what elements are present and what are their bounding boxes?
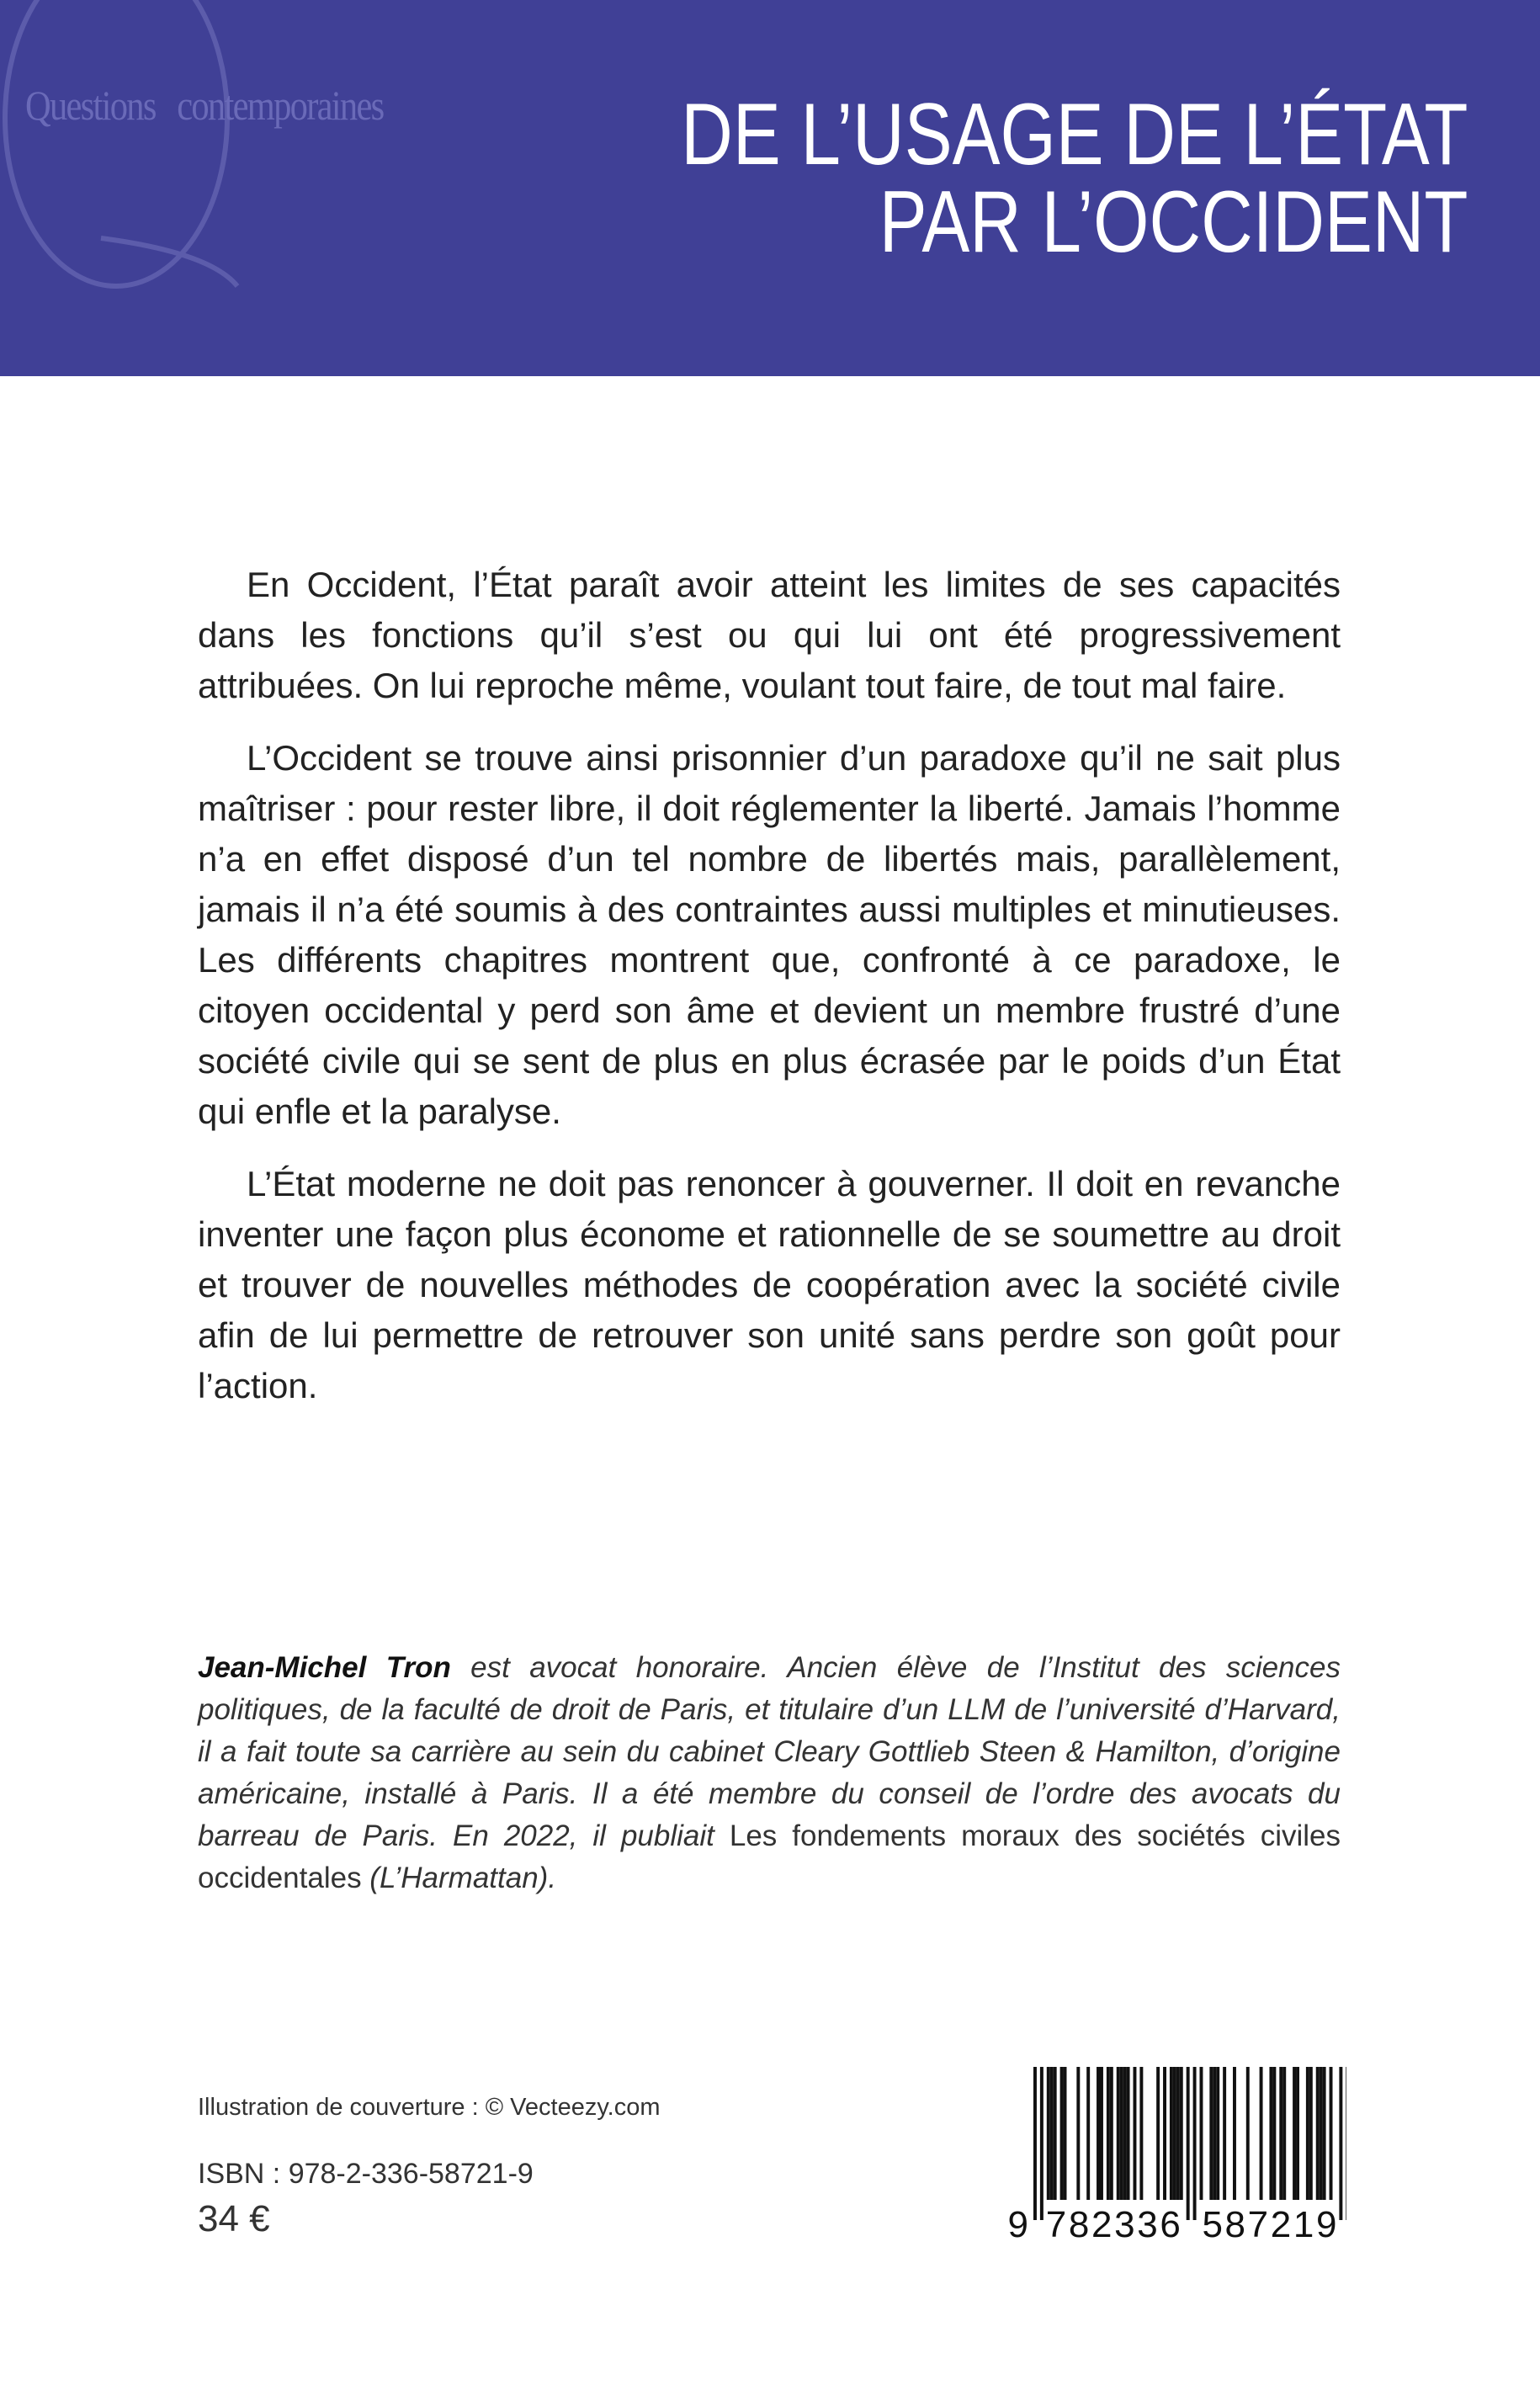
q-letter-decoration-icon [0, 0, 252, 303]
barcode-bar [1309, 2067, 1313, 2200]
barcode-bar [1100, 2067, 1103, 2200]
barcode-bar [1060, 2067, 1064, 2200]
barcode-bar [1272, 2067, 1276, 2200]
barcode-bar [1127, 2067, 1130, 2200]
barcode-bar [1040, 2067, 1043, 2220]
barcode-bar [1180, 2067, 1183, 2200]
title-line: PAR L’OCCIDENT [879, 173, 1468, 271]
barcode-digits: 587219 [1202, 2204, 1337, 2239]
barcode-bar [1233, 2067, 1236, 2200]
barcode-bar [1054, 2067, 1057, 2200]
bio-text: est avocat honoraire. Ancien élève de l’Institut des sciences politiques, de la faculté de droit de Paris, et titulaire d’un LLM de l’université d’Harvard, il a fait toute sa carrière au sein du cabinet Cleary Gottlieb Steen & Hamilton, d’origine américaine, installé à Paris. Il a été membre du conseil de l’ordre des avocats du barreau de Paris. En 2022, il publiait [198, 1651, 1341, 1852]
barcode-bar [1293, 2067, 1296, 2200]
barcode-bar [1279, 2067, 1282, 2200]
barcode-bar [1223, 2067, 1226, 2200]
barcode-bar [1139, 2067, 1143, 2200]
price: 34 € [198, 2198, 270, 2239]
barcode-bar [1323, 2067, 1326, 2200]
barcode-bar [1246, 2067, 1250, 2200]
barcode-bar [1123, 2067, 1127, 2200]
barcode-bar [1193, 2067, 1197, 2220]
title-line: DE L’USAGE DE L’ÉTAT [680, 86, 1468, 183]
back-cover-blurb [198, 560, 1341, 1433]
barcode-digits: 782336 [1045, 2204, 1181, 2239]
barcode-bar [1316, 2067, 1320, 2200]
barcode-bar [1076, 2067, 1080, 2200]
barcode-digits: 9 [1007, 2204, 1028, 2239]
barcode-bar [1282, 2067, 1286, 2200]
barcode-bar [1269, 2067, 1272, 2200]
barcode-bar [1064, 2067, 1067, 2200]
barcode-bar [1050, 2067, 1054, 2200]
blurb-paragraph: L’Occident se trouve ainsi prisonnier d’un paradoxe qu’il ne sait plus maîtriser : pour rester libre, il doit réglementer la liberté. Jamais l’homme n’a en effet disposé d’un tel nombre de libertés mais, parallèlement, jamais il n’a été soumis à des contraintes aussi multiples et minutieuses. Les différents chapitres montrent que, confronté à ce paradoxe, le citoyen occidental y perd son âme et devient un membre frustré d’une société civile qui se sent de plus en plus écrasée par le poids d’un État qui enfle et la paralyse. [198, 738, 1341, 1131]
barcode-bar [1173, 2067, 1176, 2200]
barcode-bar [1033, 2067, 1037, 2220]
series-name [25, 81, 405, 130]
barcode-bar [1170, 2067, 1173, 2200]
author-bio [198, 1647, 1341, 1899]
blurb-paragraph: En Occident, l’État paraît avoir atteint les limites de ses capacités dans les fonctions qu’il s’est ou qui lui ont été progressivement attribuées. On lui reproche même, voulant tout faire, de tout mal faire. [198, 565, 1341, 705]
cover-header-band [0, 0, 1540, 376]
barcode-bar [1107, 2067, 1110, 2200]
series-word: contemporaines [177, 82, 384, 129]
illustration-credit: Illustration de couverture : © Vecteezy.com [198, 2094, 661, 2121]
barcode-bar [1200, 2067, 1203, 2200]
author-name: Jean-Michel Tron [198, 1651, 451, 1684]
barcode-bar [1047, 2067, 1050, 2200]
barcode-bar [1260, 2067, 1263, 2200]
barcode-bar [1306, 2067, 1309, 2200]
barcode-bar [1163, 2067, 1166, 2200]
book-title [680, 86, 1468, 271]
barcode-bar [1110, 2067, 1113, 2200]
barcode-bar [1176, 2067, 1180, 2200]
barcode-bar [1216, 2067, 1219, 2200]
barcode-bar [1086, 2067, 1090, 2200]
barcode-bar [1120, 2067, 1123, 2200]
isbn: ISBN : 978-2-336-58721-9 [198, 2158, 534, 2190]
barcode-bar [1097, 2067, 1100, 2200]
series-word: Questions [25, 82, 156, 129]
book-reference: Les fondements moraux des sociétés civiles occidentales [198, 1819, 1341, 1894]
blurb-paragraph: L’État moderne ne doit pas renoncer à gouverner. Il doit en revanche inventer une façon plus économe et rationnelle de se soumettre au droit et trouver de nouvelles méthodes de coopération avec la société civile afin de lui permettre de retrouver son unité sans perdre son goût pour l’action. [198, 1164, 1341, 1405]
barcode-bar [1187, 2067, 1190, 2220]
barcode-bar [1209, 2067, 1213, 2200]
isbn-barcode [1001, 2067, 1346, 2239]
barcode-bar [1156, 2067, 1160, 2200]
barcode-bar [1134, 2067, 1137, 2200]
barcode-bar [1330, 2067, 1333, 2200]
publisher-reference: (L’Harmattan). [361, 1862, 557, 1894]
barcode-bar [1339, 2067, 1342, 2220]
barcode-bar [1213, 2067, 1216, 2200]
barcode-bar [1296, 2067, 1299, 2200]
barcode-bar [1320, 2067, 1323, 2200]
barcode-bar [1117, 2067, 1120, 2200]
